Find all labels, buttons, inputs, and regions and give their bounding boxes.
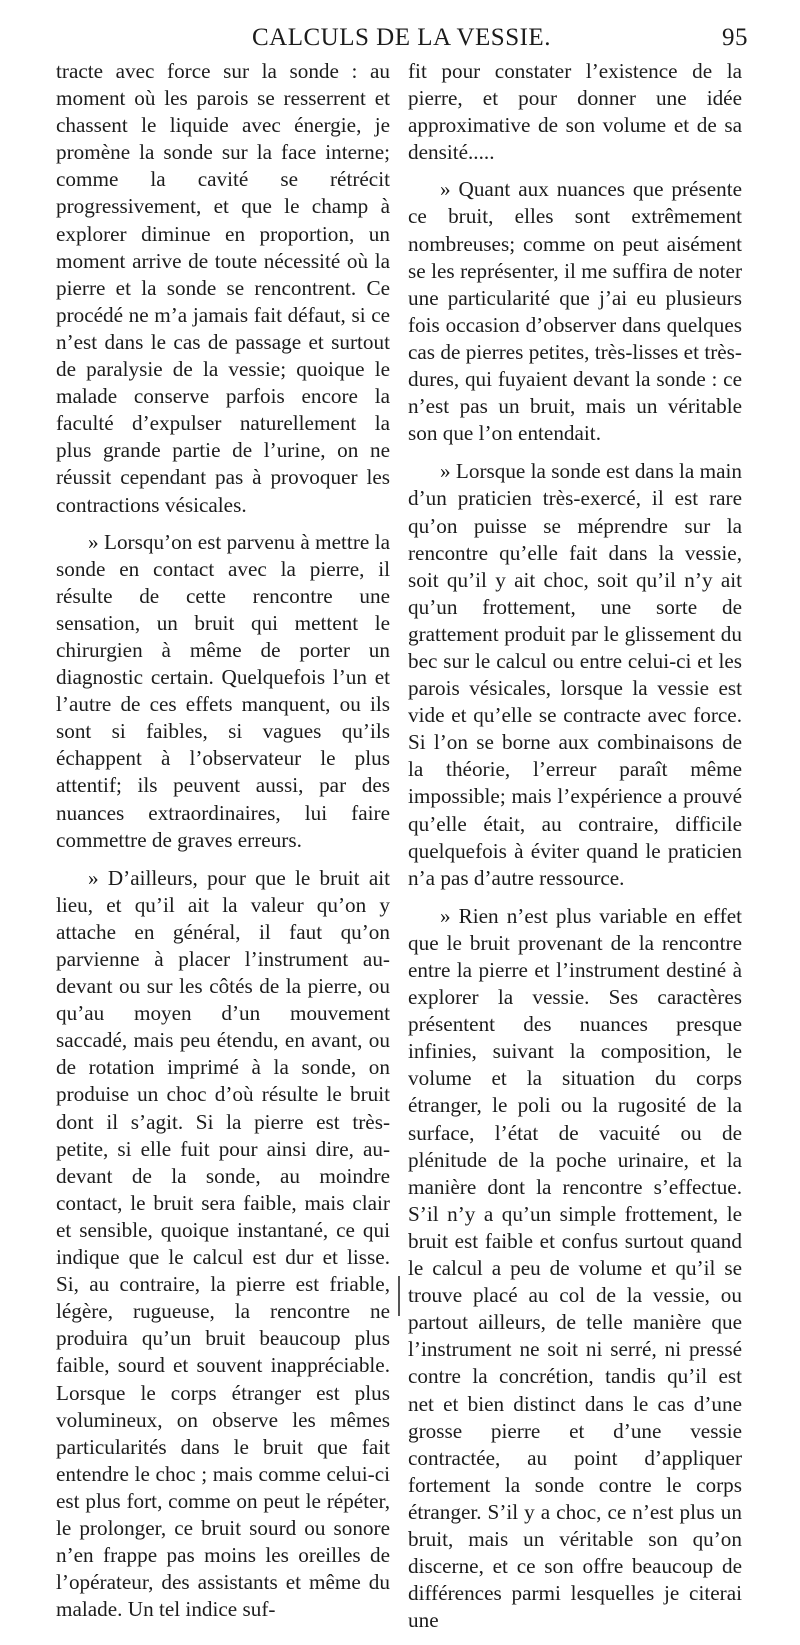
paragraph: » D’ailleurs, pour que le bruit ait lieu, et qu’il ait la valeur qu’on y attache en général, il faut qu’on parvienne à placer l’instrument au-devant ou sur les côtés de la pierre, ou qu’au moyen d’un mouvement saccadé, mais peu étendu, en avant, ou de rotation imprimé à la sonde, on produise un choc d’où résulte le bruit dont il s’agit. Si la pierre est très-petite, si elle fuit pour ainsi dire, au-devant de la sonde, au moindre contact, le bruit sera faible, mais clair et sensible, quoique instantané, ce qui indique que le calcul est dur et lisse. Si, au contraire, la pierre est friable, légère, rugueuse, la rencontre ne produira qu’un bruit beaucoup plus faible, sourd et souvent inappréciable. Lorsque le corps étranger est plus volumineux, on observe les mêmes particularités dans le bruit que fait entendre le choc ; mais comme celui-ci est plus fort, comme on peut le répéter, le prolonger, ce bruit sourd ou sonore n’en frappe pas moins les oreilles de l’opérateur, des assistants et même du malade. Un tel indice suf-	[56, 865, 390, 1622]
paragraph: » Lorsque la sonde est dans la main d’un praticien très-exercé, il est rare qu’on puisse se méprendre sur la rencontre qu’elle fait dans la vessie, soit qu’il y ait choc, soit qu’il n’y ait qu’un frottement, une sorte de grattement produit par le glissement du bec sur le calcul ou entre celui-ci et les parois vésicales, lorsque la vessie est vide et qu’elle se contracte avec force. Si l’on se borne aux combinaisons de la théorie, l’erreur paraît même impossible; mais l’expérience a prouvé qu’elle était, au contraire, difficile quelquefois à éviter quand le praticien n’a pas d’autre ressource.	[408, 459, 742, 890]
paragraph: fit pour constater l’existence de la pierre, et pour donner une idée approximative de son volume et de sa densité.....	[408, 59, 742, 165]
left-column	[56, 58, 390, 1634]
running-title: CALCULS DE LA VESSIE.	[252, 24, 551, 51]
page-number: 95	[722, 24, 748, 51]
gutter-mark	[398, 1276, 400, 1316]
paragraph: » Quant aux nuances que présente ce bruit, elles sont extrêmement nombreuses; comme on peut aisément se les représenter, il me suffira de noter une particularité que j’ai eu plusieurs fois occasion d’observer dans quelques cas de pierres petites, très-lisses et très-dures, qui fuyaient devant la sonde : ce n’est pas un bruit, mais un véritable son que l’on entendait.	[408, 177, 742, 446]
right-column	[408, 58, 742, 1645]
page-header	[0, 24, 800, 54]
paragraph: » Lorsqu’on est parvenu à mettre la sonde en contact avec la pierre, il résulte de cette rencontre une sensation, un bruit qui mettent le chirurgien à même de porter un diagnostic certain. Quelquefois l’un et l’autre de ces effets manquent, ou ils sont si faibles, si vagues qu’ils échappent à l’observateur le plus attentif; ils peuvent aussi, par des nuances extraordinaires, lui faire commettre de graves erreurs.	[56, 529, 390, 852]
paragraph: » Rien n’est plus variable en effet que le bruit provenant de la rencontre entre la pierre et l’instrument destiné à explorer la vessie. Ses caractères présentent des nuances presque infinies, suivant la composition, le volume et la situation du corps étranger, le poli ou la rugosité de la surface, l’état de vacuité ou de plénitude de la poche urinaire, et la manière dont la rencontre s’effectue. S’il n’y a qu’un simple frottement, le bruit est faible et confus surtout quand le calcul a peu de volume et qu’il se trouve placé au col de la vessie, ou partout ailleurs, de telle manière que l’instrument ne soit ni serré, ni pressé contre la concrétion, tandis qu’il est net et bien distinct dans le cas d’une grosse pierre et d’une vessie contractée, au point d’appliquer fortement la sonde contre le corps étranger. S’il y a choc, ce n’est plus un bruit, mais un véritable son qu’on discerne, et ce son offre beaucoup de différences parmi lesquelles je citerai une	[408, 903, 742, 1633]
paragraph: tracte avec force sur la sonde : au moment où les parois se resserrent et chassent le liquide avec énergie, je promène la sonde sur la face interne; comme la cavité se rétrécit progressivement, et que le champ à explorer diminue en proportion, un moment arrive de toute nécessité où la pierre et la sonde se rencontrent. Ce procédé ne m’a jamais fait défaut, si ce n’est dans le cas de passage et surtout de paralysie de la vessie; quoique le malade conserve parfois encore la faculté d’expulser naturellement la plus grande partie de l’urine, on ne réussit cependant pas à provoquer les contractions vésicales.	[56, 59, 390, 517]
